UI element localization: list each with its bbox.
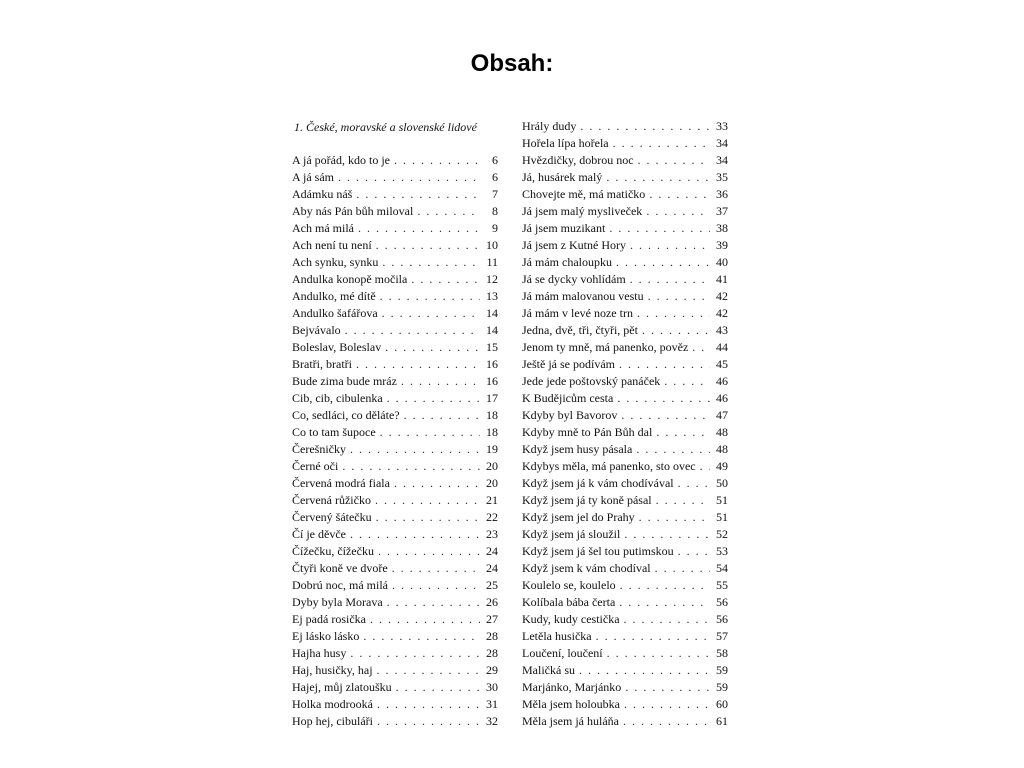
toc-entry — [522, 339, 728, 356]
dot-leader — [656, 424, 710, 441]
toc-entry-title: Když jsem husy pásala — [522, 442, 633, 456]
toc-entry — [292, 458, 498, 475]
toc-entry-title: Ach není tu není — [292, 238, 372, 252]
toc-entry-title: Jenom ty mně, má panenko, pověz — [522, 340, 689, 354]
toc-entry — [522, 713, 728, 730]
toc-entry — [292, 169, 498, 186]
dot-leader — [700, 458, 710, 475]
toc-entry-title: Andulko šafářova — [292, 306, 378, 320]
toc-entry — [292, 407, 498, 424]
toc-entry — [522, 577, 728, 594]
toc-entry-page: 6 — [492, 153, 498, 167]
dot-leader — [630, 237, 710, 254]
toc-entry-title: Hvězdičky, dobrou noc — [522, 153, 634, 167]
toc-entry-page: 50 — [716, 476, 728, 490]
dot-leader — [350, 645, 480, 662]
dot-leader — [621, 407, 710, 424]
dot-leader — [606, 169, 710, 186]
toc-entry — [522, 424, 728, 441]
toc-entry — [522, 254, 728, 271]
toc-entry — [292, 356, 498, 373]
toc-entry — [292, 186, 498, 203]
toc-entry-title: Když jsem já ty koně pásal — [522, 493, 652, 507]
toc-entry-title: Co, sedláci, co děláte? — [292, 408, 400, 422]
toc-entry-title: Když jsem jel do Prahy — [522, 510, 635, 524]
toc-entry — [292, 628, 498, 645]
toc-entry-title: Já jsem muzikant — [522, 221, 606, 235]
toc-entry-title: Hrály dudy — [522, 119, 577, 133]
toc-entry-page: 7 — [492, 187, 498, 201]
toc-entry-page: 58 — [716, 646, 728, 660]
toc-entry — [522, 118, 728, 135]
toc-entry-title: Adámku náš — [292, 187, 353, 201]
toc-entry-title: Dyby byla Morava — [292, 595, 383, 609]
toc-entry-title: Bejvávalo — [292, 323, 341, 337]
toc-entry-page: 29 — [486, 663, 498, 677]
toc-entry-title: Kolíbala bába čerta — [522, 595, 616, 609]
dot-leader — [375, 492, 480, 509]
toc-entry-page: 44 — [716, 340, 728, 354]
toc-entry-title: Červený šátečku — [292, 510, 372, 524]
toc-entry-page: 33 — [716, 119, 728, 133]
toc-entry-page: 52 — [716, 527, 728, 541]
page-title: Obsah: — [470, 50, 554, 77]
toc-entry-page: 32 — [486, 714, 498, 728]
toc-entry — [292, 611, 498, 628]
toc-entry-title: Čížečku, čížečku — [292, 544, 374, 558]
dot-leader — [648, 288, 710, 305]
toc-entry-page: 6 — [492, 170, 498, 184]
dot-leader — [376, 237, 480, 254]
dot-leader — [678, 543, 710, 560]
toc-entry-page: 56 — [716, 595, 728, 609]
toc-entry-title: Já se dycky vohlídám — [522, 272, 626, 286]
toc-entry-title: Já jsem malý mysliveček — [522, 204, 643, 218]
dot-leader — [356, 356, 480, 373]
toc-entry-title: Loučení, loučení — [522, 646, 603, 660]
dot-leader — [619, 594, 710, 611]
toc-entry-title: Kdyby mně to Pán Bůh dal — [522, 425, 653, 439]
toc-entry-page: 61 — [716, 714, 728, 728]
toc-entry-page: 42 — [716, 289, 728, 303]
toc-entry — [292, 662, 498, 679]
toc-entry — [292, 203, 498, 220]
toc-entry-title: Čtyři koně ve dvoře — [292, 561, 388, 575]
toc-entry-page: 28 — [486, 646, 498, 660]
toc-entry-page: 43 — [716, 323, 728, 337]
toc-entry — [522, 662, 728, 679]
toc-entry-title: Já mám v levé noze trn — [522, 306, 633, 320]
toc-entry-page: 48 — [716, 425, 728, 439]
dot-leader — [607, 645, 710, 662]
dot-leader — [656, 492, 710, 509]
toc-column-right — [522, 118, 728, 730]
toc-entry — [292, 577, 498, 594]
toc-entry-title: Hajha husy — [292, 646, 347, 660]
toc-entry-page: 56 — [716, 612, 728, 626]
toc-entry-page: 14 — [486, 306, 498, 320]
toc-entry-title: Hořela lípa hořela — [522, 136, 609, 150]
dot-leader — [404, 407, 480, 424]
dot-leader — [630, 271, 710, 288]
toc-entry-page: 35 — [716, 170, 728, 184]
toc-entry-page: 41 — [716, 272, 728, 286]
toc-entry-title: Ach synku, synku — [292, 255, 379, 269]
toc-entry-page: 60 — [716, 697, 728, 711]
dot-leader — [363, 628, 480, 645]
toc-entry-page: 31 — [486, 697, 498, 711]
toc-entry-title: Já mám malovanou vestu — [522, 289, 644, 303]
toc-entry-page: 20 — [486, 459, 498, 473]
dot-leader — [342, 458, 480, 475]
dot-leader — [376, 509, 480, 526]
dot-leader — [678, 475, 710, 492]
toc-entry-page: 48 — [716, 442, 728, 456]
toc-entry-title: K Budějicům cesta — [522, 391, 614, 405]
dot-leader — [625, 679, 710, 696]
toc-entry-title: Chovejte mě, má matičko — [522, 187, 646, 201]
dot-leader — [664, 373, 710, 390]
section-heading: 1. České, moravské a slovenské lidové — [294, 120, 477, 134]
dot-leader — [377, 696, 480, 713]
toc-entry — [522, 186, 728, 203]
toc-entry-page: 54 — [716, 561, 728, 575]
toc-entry — [292, 509, 498, 526]
dot-leader — [378, 543, 480, 560]
toc-entry-page: 27 — [486, 612, 498, 626]
toc-entry-title: A já pořád, kdo to je — [292, 153, 390, 167]
toc-entry-title: Haj, husičky, haj — [292, 663, 373, 677]
toc-entry-title: Já mám chaloupku — [522, 255, 612, 269]
dot-leader — [579, 662, 710, 679]
toc-entry-title: Bratři, bratři — [292, 357, 352, 371]
toc-column-left — [292, 152, 498, 730]
toc-entry-title: Když jsem já šel tou putimskou — [522, 544, 674, 558]
toc-entry-page: 57 — [716, 629, 728, 643]
toc-entry — [522, 458, 728, 475]
dot-leader — [385, 339, 480, 356]
toc-entry-page: 40 — [716, 255, 728, 269]
toc-entry-title: Kudy, kudy cestička — [522, 612, 620, 626]
dot-leader — [619, 356, 710, 373]
toc-entry-title: Boleslav, Boleslav — [292, 340, 382, 354]
toc-entry — [292, 424, 498, 441]
toc-entry-page: 21 — [486, 493, 498, 507]
toc-entry — [292, 645, 498, 662]
toc-entry — [292, 288, 498, 305]
toc-entry-title: Andulko, mé dítě — [292, 289, 376, 303]
dot-leader — [636, 441, 710, 458]
toc-entry — [292, 152, 498, 169]
dot-leader — [613, 135, 710, 152]
toc-entry-title: Když jsem k vám chodíval — [522, 561, 651, 575]
toc-entry-title: Ještě já se podívám — [522, 357, 615, 371]
toc-entry-title: Čerešničky — [292, 442, 346, 456]
toc-entry — [292, 560, 498, 577]
toc-entry-page: 45 — [716, 357, 728, 371]
toc-entry-page: 37 — [716, 204, 728, 218]
toc-entry — [522, 152, 728, 169]
toc-entry-title: Marjánko, Marjánko — [522, 680, 622, 694]
dot-leader — [345, 322, 480, 339]
dot-leader — [392, 560, 480, 577]
dot-leader — [623, 713, 710, 730]
dot-leader — [350, 441, 480, 458]
toc-entry-title: Cib, cib, cibulenka — [292, 391, 383, 405]
toc-entry-title: Letěla husička — [522, 629, 592, 643]
toc-entry-page: 46 — [716, 374, 728, 388]
toc-entry — [522, 203, 728, 220]
toc-entry — [522, 390, 728, 407]
toc-entry-page: 34 — [716, 136, 728, 150]
dot-leader — [646, 203, 710, 220]
toc-entry-title: A já sám — [292, 170, 334, 184]
dot-leader — [624, 611, 710, 628]
toc-entry-page: 17 — [486, 391, 498, 405]
toc-entry-page: 8 — [492, 204, 498, 218]
dot-leader — [377, 713, 480, 730]
toc-entry-title: Ach má milá — [292, 221, 354, 235]
toc-entry-title: Já jsem z Kutné Hory — [522, 238, 626, 252]
toc-entry-title: Měla jsem holoubka — [522, 697, 620, 711]
toc-entry — [292, 594, 498, 611]
toc-entry — [522, 679, 728, 696]
dot-leader — [394, 152, 480, 169]
toc-entry-page: 12 — [486, 272, 498, 286]
dot-leader — [609, 220, 710, 237]
dot-leader — [624, 526, 710, 543]
toc-entry-title: Já, husárek malý — [522, 170, 603, 184]
dot-leader — [620, 577, 710, 594]
toc-entry — [292, 679, 498, 696]
toc-entry-page: 51 — [716, 510, 728, 524]
toc-entry-title: Ej lásko lásko — [292, 629, 360, 643]
toc-entry — [292, 220, 498, 237]
dot-leader — [638, 152, 710, 169]
dot-leader — [394, 475, 480, 492]
toc-entry — [522, 492, 728, 509]
dot-leader — [358, 220, 480, 237]
toc-entry-title: Co to tam šupoce — [292, 425, 376, 439]
toc-entry — [292, 373, 498, 390]
dot-leader — [580, 118, 710, 135]
toc-entry — [522, 305, 728, 322]
toc-entry-title: Hajej, můj zlatoušku — [292, 680, 392, 694]
toc-entry-page: 18 — [486, 425, 498, 439]
toc-entry — [522, 135, 728, 152]
toc-entry — [292, 237, 498, 254]
toc-entry — [522, 509, 728, 526]
toc-entry-title: Čí je děvče — [292, 527, 346, 541]
toc-entry — [522, 560, 728, 577]
toc-entry — [522, 271, 728, 288]
toc-entry — [522, 696, 728, 713]
toc-entry — [522, 169, 728, 186]
dot-leader — [401, 373, 480, 390]
toc-entry-page: 26 — [486, 595, 498, 609]
toc-entry-page: 9 — [492, 221, 498, 235]
dot-leader — [617, 390, 710, 407]
toc-entry-title: Měla jsem já huláňa — [522, 714, 619, 728]
toc-entry-title: Hop hej, cibuláři — [292, 714, 373, 728]
dot-leader — [370, 611, 480, 628]
toc-entry-page: 23 — [486, 527, 498, 541]
toc-entry-page: 13 — [486, 289, 498, 303]
toc-entry-page: 25 — [486, 578, 498, 592]
toc-entry-title: Jedna, dvě, tři, čtyři, pět — [522, 323, 638, 337]
toc-entry — [292, 271, 498, 288]
dot-leader — [624, 696, 710, 713]
toc-entry-title: Kdyby byl Bavorov — [522, 408, 618, 422]
toc-entry — [522, 237, 728, 254]
toc-entry-title: Červená modrá fiala — [292, 476, 390, 490]
toc-entry-page: 59 — [716, 680, 728, 694]
toc-entry-title: Bude zima bude mráz — [292, 374, 397, 388]
toc-entry-title: Černé oči — [292, 459, 339, 473]
dot-leader — [338, 169, 480, 186]
toc-entry — [292, 696, 498, 713]
dot-leader — [380, 288, 480, 305]
dot-leader — [392, 577, 480, 594]
toc-entry-title: Červená růžičko — [292, 493, 371, 507]
toc-entry-page: 24 — [486, 561, 498, 575]
dot-leader — [380, 424, 480, 441]
toc-entry-title: Ej padá rosička — [292, 612, 366, 626]
toc-entry — [522, 526, 728, 543]
toc-entry — [292, 441, 498, 458]
toc-entry — [522, 407, 728, 424]
toc-entry-title: Aby nás Pán bůh miloval — [292, 204, 414, 218]
toc-entry-page: 15 — [486, 340, 498, 354]
dot-leader — [350, 526, 480, 543]
toc-entry — [292, 492, 498, 509]
toc-entry-title: Holka modrooká — [292, 697, 373, 711]
toc-entry-page: 42 — [716, 306, 728, 320]
dot-leader — [396, 679, 480, 696]
dot-leader — [411, 271, 480, 288]
toc-entry — [292, 305, 498, 322]
toc-entry-title: Jede jede poštovský panáček — [522, 374, 661, 388]
toc-entry — [522, 441, 728, 458]
toc-entry — [522, 475, 728, 492]
toc-entry-title: Andulka konopě močila — [292, 272, 408, 286]
toc-entry — [522, 288, 728, 305]
toc-entry-page: 28 — [486, 629, 498, 643]
toc-entry-page: 30 — [486, 680, 498, 694]
dot-leader — [649, 186, 710, 203]
toc-entry — [292, 713, 498, 730]
toc-entry-title: Dobrú noc, má milá — [292, 578, 388, 592]
toc-entry — [292, 543, 498, 560]
dot-leader — [377, 662, 480, 679]
toc-entry-title: Když jsem já sloužil — [522, 527, 621, 541]
toc-entry-page: 11 — [486, 255, 498, 269]
toc-entry-page: 59 — [716, 663, 728, 677]
dot-leader — [637, 305, 710, 322]
dot-leader — [382, 305, 480, 322]
toc-entry-title: Když jsem já k vám chodívával — [522, 476, 674, 490]
toc-entry-page: 47 — [716, 408, 728, 422]
dot-leader — [596, 628, 710, 645]
toc-entry-title: Maličká su — [522, 663, 575, 677]
dot-leader — [692, 339, 710, 356]
toc-entry — [522, 356, 728, 373]
toc-entry — [522, 594, 728, 611]
toc-entry-title: Kdybys měla, má panenko, sto ovec — [522, 459, 696, 473]
toc-entry — [292, 339, 498, 356]
toc-entry-page: 46 — [716, 391, 728, 405]
toc-entry-page: 24 — [486, 544, 498, 558]
dot-leader — [387, 390, 480, 407]
toc-entry — [522, 322, 728, 339]
dot-leader — [382, 254, 480, 271]
toc-entry-page: 22 — [486, 510, 498, 524]
dot-leader — [417, 203, 480, 220]
toc-entry-page: 36 — [716, 187, 728, 201]
toc-entry — [522, 543, 728, 560]
toc-entry-page: 49 — [716, 459, 728, 473]
dot-leader — [639, 509, 710, 526]
toc-entry — [292, 475, 498, 492]
toc-entry-page: 18 — [486, 408, 498, 422]
toc-entry — [292, 322, 498, 339]
toc-entry — [292, 254, 498, 271]
toc-entry-page: 39 — [716, 238, 728, 252]
toc-entry-page: 55 — [716, 578, 728, 592]
toc-entry-page: 16 — [486, 357, 498, 371]
toc-entry-page: 19 — [486, 442, 498, 456]
toc-entry-page: 10 — [486, 238, 498, 252]
toc-entry-page: 38 — [716, 221, 728, 235]
dot-leader — [356, 186, 480, 203]
toc-entry-page: 14 — [486, 323, 498, 337]
toc-entry — [522, 220, 728, 237]
toc-entry-title: Koulelo se, koulelo — [522, 578, 616, 592]
toc-entry — [522, 645, 728, 662]
toc-entry-page: 20 — [486, 476, 498, 490]
dot-leader — [655, 560, 710, 577]
toc-entry — [522, 628, 728, 645]
dot-leader — [642, 322, 710, 339]
toc-entry — [292, 526, 498, 543]
dot-leader — [387, 594, 480, 611]
toc-entry-page: 34 — [716, 153, 728, 167]
toc-entry-page: 53 — [716, 544, 728, 558]
toc-entry — [522, 373, 728, 390]
toc-entry — [292, 390, 498, 407]
dot-leader — [616, 254, 710, 271]
toc-entry-page: 51 — [716, 493, 728, 507]
toc-entry — [522, 611, 728, 628]
toc-entry-page: 16 — [486, 374, 498, 388]
